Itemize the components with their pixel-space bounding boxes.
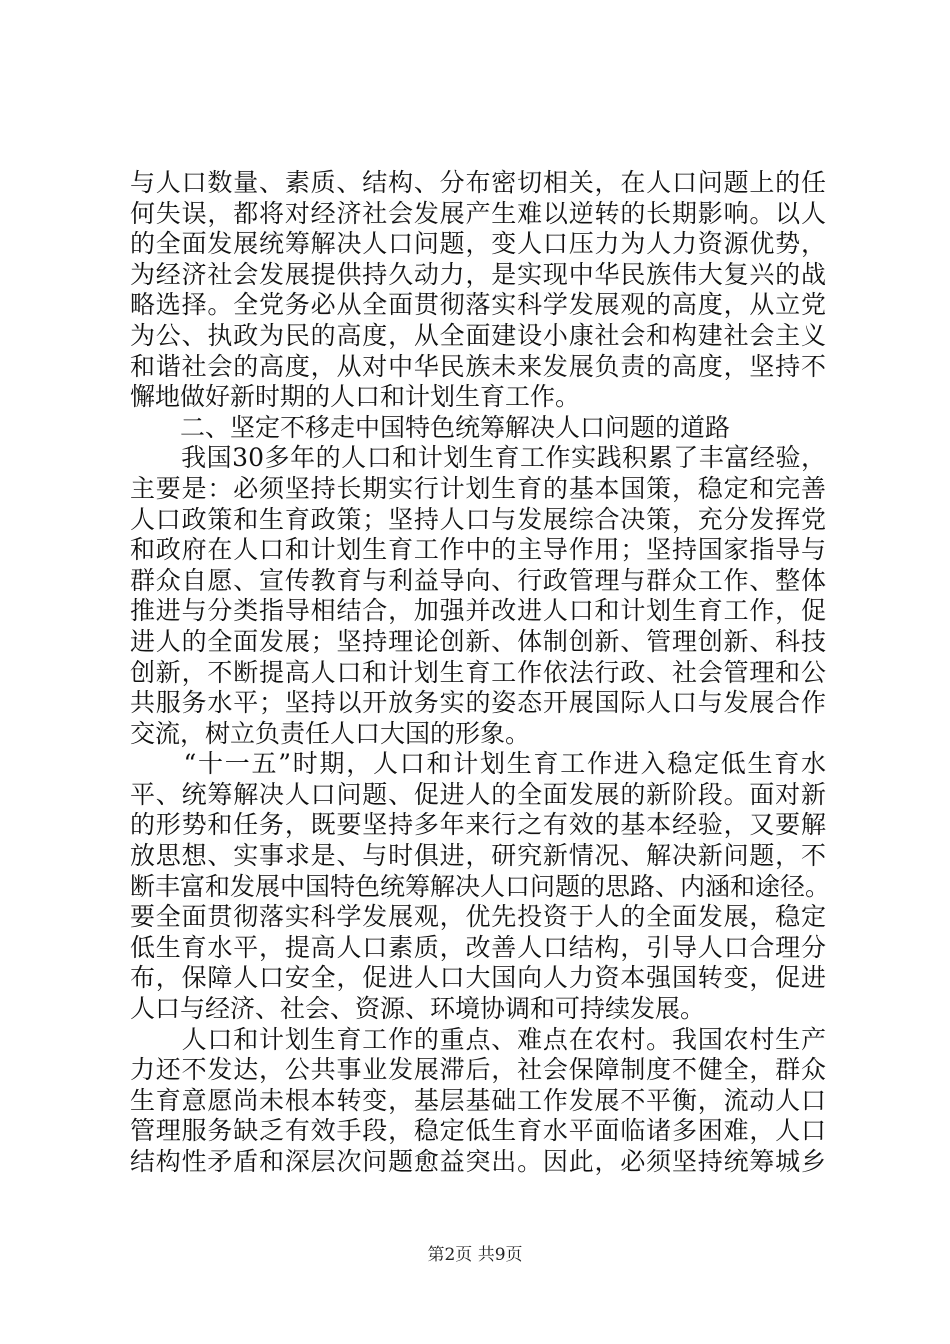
- text-line: 与人口数量、素质、结构、分布密切相关，在人口问题上的任: [130, 168, 826, 197]
- text-line: 的全面发展统筹解决人口问题，变人口压力为人力资源优势，: [130, 229, 826, 259]
- text-line: 为公、执政为民的高度，从全面建设小康社会和构建社会主义: [130, 320, 826, 350]
- text-line: 群众自愿、宣传教育与利益导向、行政管理与群众工作、整体: [130, 565, 826, 595]
- text-line: 何失误，都将对经济社会发展产生难以逆转的长期影响。以人: [130, 198, 826, 228]
- text-line: 二、坚定不移走中国特色统筹解决人口问题的道路: [130, 412, 731, 442]
- text-line: 低生育水平，提高人口素质，改善人口结构，引导人口合理分: [130, 932, 826, 962]
- text-line: 放思想、实事求是、与时俱进，研究新情况、解决新问题，不: [130, 841, 826, 871]
- text-line: 交流，树立负责任人口大国的形象。: [130, 718, 531, 748]
- text-line: 结构性矛盾和深层次问题愈益突出。因此，必须坚持统筹城乡: [130, 1147, 826, 1176]
- text-line: 和谐社会的高度，从对中华民族未来发展负责的高度，坚持不: [130, 351, 826, 381]
- text-line: 生育意愿尚未根本转变，基层基础工作发展不平衡，流动人口: [130, 1085, 826, 1115]
- page-number-footer: 第2页 共9页: [427, 1245, 523, 1265]
- text-line: 共服务水平；坚持以开放务实的姿态开展国际人口与发展合作: [130, 688, 826, 718]
- text-line: 为经济社会发展提供持久动力，是实现中华民族伟大复兴的战: [130, 259, 826, 289]
- text-line: 和政府在人口和计划生育工作中的主导作用；坚持国家指导与: [130, 535, 826, 565]
- text-line: 创新，不断提高人口和计划生育工作依法行政、社会管理和公: [130, 657, 826, 687]
- text-line: 人口和计划生育工作的重点、难点在农村。我国农村生产: [130, 1024, 826, 1054]
- section-heading: [130, 413, 826, 444]
- document-body: [130, 168, 831, 1178]
- text-line: 力还不发达，公共事业发展滞后，社会保障制度不健全，群众: [130, 1055, 826, 1085]
- text-line: 人口与经济、社会、资源、环境协调和可持续发展。: [130, 994, 706, 1024]
- text-line: 要全面贯彻落实科学发展观，优先投资于人的全面发展，稳定: [130, 902, 826, 932]
- text-line: 布，保障人口安全，促进人口大国向人力资本强国转变，促进: [130, 963, 826, 993]
- text-line: 管理服务缺乏有效手段，稳定低生育水平面临诸多困难，人口: [130, 1116, 826, 1146]
- paragraph: [130, 1025, 826, 1178]
- text-line: 断丰富和发展中国特色统筹解决人口问题的思路、内涵和途径。: [130, 871, 831, 901]
- text-line: 平、统筹解决人口问题、促进人的全面发展的新阶段。面对新: [130, 779, 826, 809]
- text-line: 略选择。全党务必从全面贯彻落实科学发展观的高度，从立党: [130, 290, 826, 320]
- text-line: 推进与分类指导相结合，加强并改进人口和计划生育工作，促: [130, 596, 826, 626]
- paragraph: [130, 168, 826, 413]
- text-line: 懈地做好新时期的人口和计划生育工作。: [130, 382, 581, 412]
- paragraph: [130, 443, 826, 749]
- text-line: 主要是：必须坚持长期实行计划生育的基本国策，稳定和完善: [130, 473, 826, 503]
- text-line: 进人的全面发展；坚持理论创新、体制创新、管理创新、科技: [130, 626, 826, 656]
- text-line: 的形势和任务，既要坚持多年来行之有效的基本经验，又要解: [130, 810, 826, 840]
- text-line: 我国30多年的人口和计划生育工作实践积累了丰富经验，: [130, 443, 826, 473]
- paragraph: [130, 749, 831, 1024]
- text-line: 人口政策和生育政策；坚持人口与发展综合决策，充分发挥党: [130, 504, 826, 534]
- text-line: “十一五”时期，人口和计划生育工作进入稳定低生育水: [130, 749, 826, 779]
